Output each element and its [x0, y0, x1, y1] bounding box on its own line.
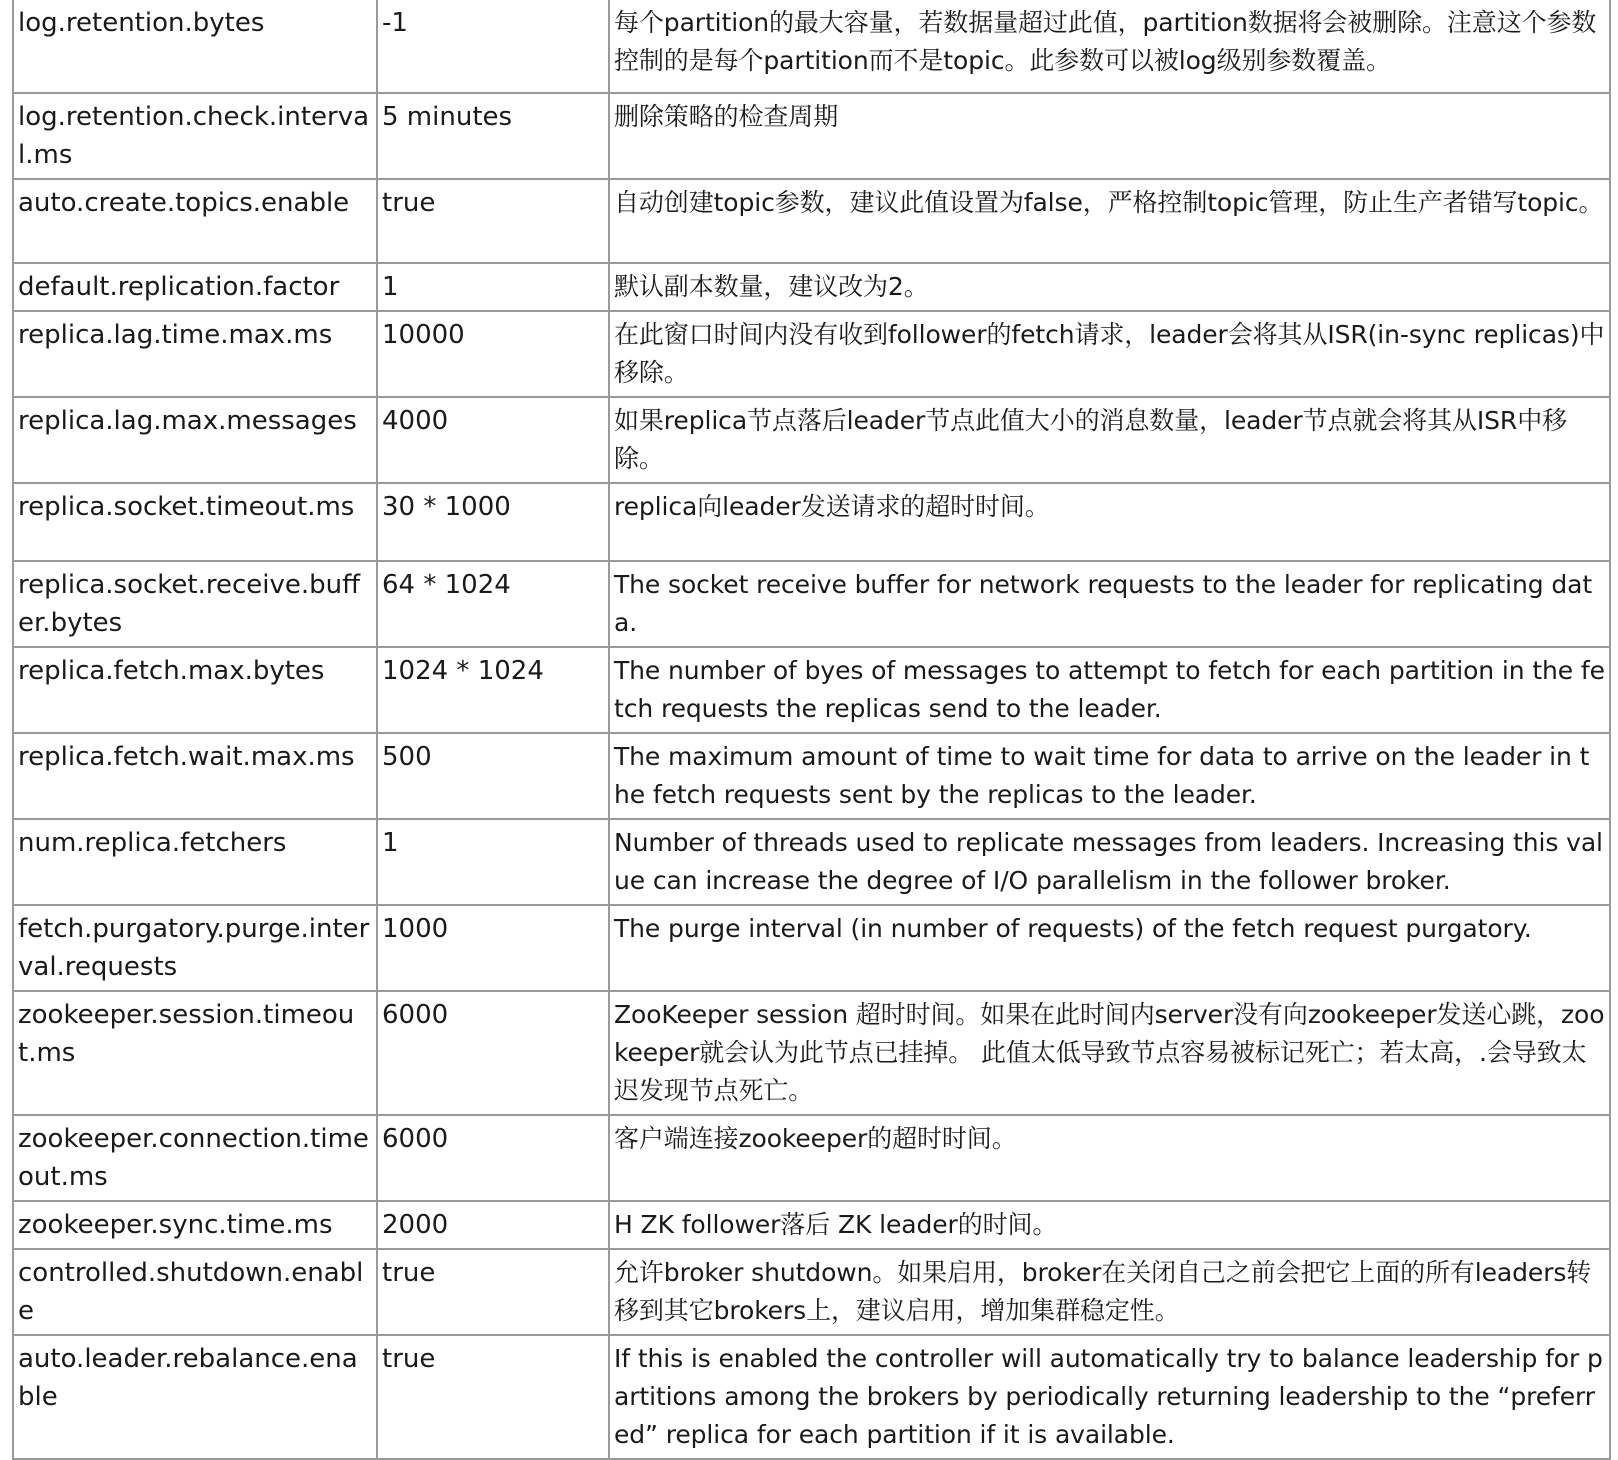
param-name: zookeeper.session.timeout.ms [13, 991, 377, 1115]
table-row [13, 905, 1610, 991]
table-row [13, 733, 1610, 819]
param-default: 500 [377, 733, 609, 819]
table-row [13, 1335, 1610, 1459]
param-default: 1000 [377, 905, 609, 991]
param-default: 10000 [377, 311, 609, 397]
param-default: true [377, 179, 609, 263]
param-description: ZooKeeper session 超时时间。如果在此时间内server没有向zookeeper发送心跳，zookeeper就会认为此节点已挂掉。 此值太低导致节点容易被标记死亡；若太高，.会导致太迟发现节点死亡。 [609, 991, 1610, 1115]
param-name: zookeeper.sync.time.ms [13, 1201, 377, 1249]
table-row [13, 647, 1610, 733]
param-name: auto.leader.rebalance.enable [13, 1335, 377, 1459]
param-name: replica.socket.receive.buffer.bytes [13, 561, 377, 647]
param-default: 30 * 1000 [377, 483, 609, 561]
param-default: 64 * 1024 [377, 561, 609, 647]
param-default: 1 [377, 263, 609, 311]
table-row [13, 311, 1610, 397]
table-row [13, 483, 1610, 561]
param-name: fetch.purgatory.purge.interval.requests [13, 905, 377, 991]
table-row [13, 397, 1610, 483]
param-default: true [377, 1249, 609, 1335]
table-row [13, 1249, 1610, 1335]
param-default: 2000 [377, 1201, 609, 1249]
param-default: true [377, 1335, 609, 1459]
table-row [13, 1201, 1610, 1249]
param-description: If this is enabled the controller will automatically try to balance leadership for partitions among the brokers by periodically returning leadership to the “preferred” replica for each partition if it is available. [609, 1335, 1610, 1459]
param-name: replica.fetch.max.bytes [13, 647, 377, 733]
param-default: 4000 [377, 397, 609, 483]
kafka-config-table [12, 0, 1611, 1460]
table-row [13, 0, 1610, 93]
config-table-container [12, 0, 1611, 1460]
param-default: 1 [377, 819, 609, 905]
param-description: 默认副本数量，建议改为2。 [609, 263, 1610, 311]
param-default: -1 [377, 0, 609, 93]
param-name: controlled.shutdown.enable [13, 1249, 377, 1335]
param-name: replica.lag.max.messages [13, 397, 377, 483]
param-description: 允许broker shutdown。如果启用，broker在关闭自己之前会把它上面的所有leaders转移到其它brokers上，建议启用，增加集群稳定性。 [609, 1249, 1610, 1335]
param-name: replica.lag.time.max.ms [13, 311, 377, 397]
table-row [13, 819, 1610, 905]
param-default: 1024 * 1024 [377, 647, 609, 733]
param-name: num.replica.fetchers [13, 819, 377, 905]
table-row [13, 263, 1610, 311]
param-description: The purge interval (in number of requests) of the fetch request purgatory. [609, 905, 1610, 991]
param-name: zookeeper.connection.timeout.ms [13, 1115, 377, 1201]
param-description: Number of threads used to replicate messages from leaders. Increasing this value can increase the degree of I/O parallelism in the follower broker. [609, 819, 1610, 905]
table-row [13, 991, 1610, 1115]
param-description: 每个partition的最大容量，若数据量超过此值，partition数据将会被删除。注意这个参数控制的是每个partition而不是topic。此参数可以被log级别参数覆盖。 [609, 0, 1610, 93]
param-description: 客户端连接zookeeper的超时时间。 [609, 1115, 1610, 1201]
param-description: The number of byes of messages to attempt to fetch for each partition in the fetch requests the replicas send to the leader. [609, 647, 1610, 733]
param-default: 6000 [377, 1115, 609, 1201]
param-description: 删除策略的检查周期 [609, 93, 1610, 179]
param-name: replica.socket.timeout.ms [13, 483, 377, 561]
param-default: 6000 [377, 991, 609, 1115]
param-description: 自动创建topic参数，建议此值设置为false，严格控制topic管理，防止生产者错写topic。 [609, 179, 1610, 263]
param-name: default.replication.factor [13, 263, 377, 311]
param-default: 5 minutes [377, 93, 609, 179]
param-description: 在此窗口时间内没有收到follower的fetch请求，leader会将其从ISR(in-sync replicas)中移除。 [609, 311, 1610, 397]
param-description: replica向leader发送请求的超时时间。 [609, 483, 1610, 561]
table-row [13, 561, 1610, 647]
table-row [13, 93, 1610, 179]
param-name: auto.create.topics.enable [13, 179, 377, 263]
param-name: log.retention.check.interval.ms [13, 93, 377, 179]
param-description: The socket receive buffer for network requests to the leader for replicating data. [609, 561, 1610, 647]
param-description: The maximum amount of time to wait time for data to arrive on the leader in the fetch requests sent by the replicas to the leader. [609, 733, 1610, 819]
param-description: H ZK follower落后 ZK leader的时间。 [609, 1201, 1610, 1249]
param-name: replica.fetch.wait.max.ms [13, 733, 377, 819]
param-name: log.retention.bytes [13, 0, 377, 93]
param-description: 如果replica节点落后leader节点此值大小的消息数量，leader节点就会将其从ISR中移除。 [609, 397, 1610, 483]
table-row [13, 179, 1610, 263]
table-row [13, 1115, 1610, 1201]
